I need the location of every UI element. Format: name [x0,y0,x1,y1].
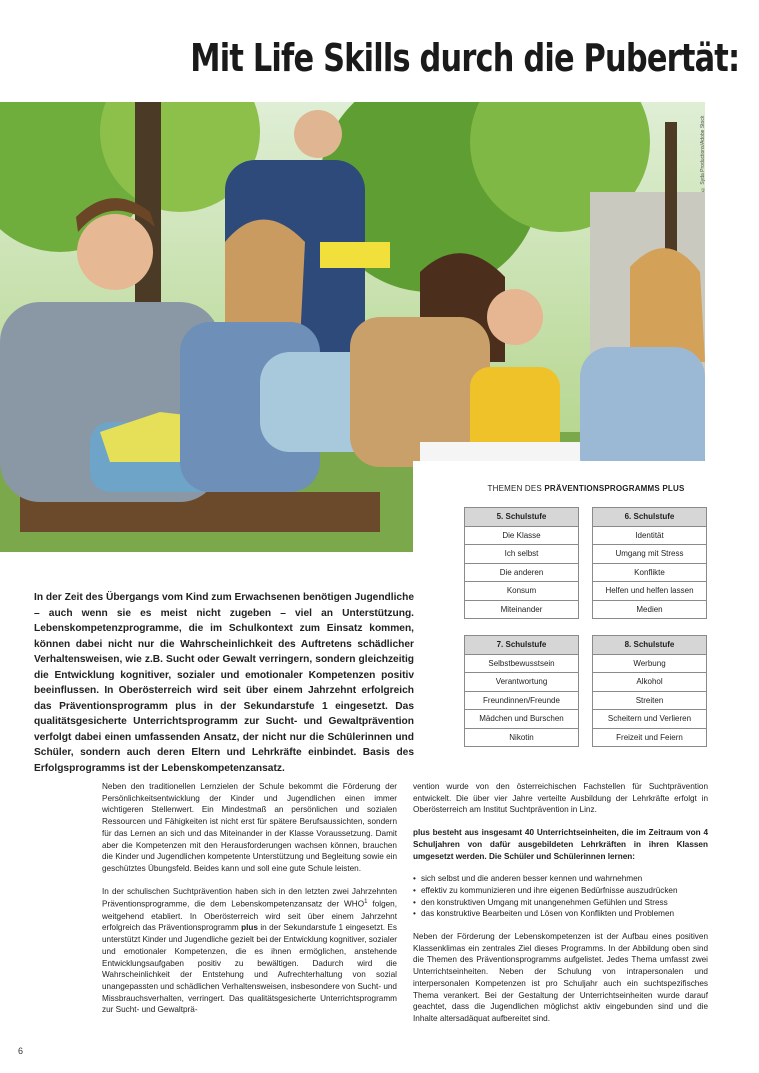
theme-grid-5 [464,507,579,619]
text-run: In der schulischen Suchtprävention haben sich in den letzten zwei Jahrzehnten Präventionsprogramme, die dem Lebenskompetenzansatz der WHO [102,886,397,910]
page-title: Mit Life Skills durch die Pubertät: [189,36,739,80]
grid-item: Alkohol [593,673,706,692]
paragraph: Neben den traditionellen Lernzielen der Schule bekommt die Förderung der Persönlichkeitsentwicklung der Kinder und Jugendlichen einen immer wichtigeren Stellenwert. Ein Mindestmaß an persönlichen und sozialen Ressourcen und Fähigkeiten ist nicht erst für spätere Berufsaussichten, sondern für das Lernen an sich und das Miteinander in der Klasse Voraussetzung. Damit aber die Kompetenzen mit den Herausforderungen wachsen können, brauchen die Kinder und Jugendlichen kompetente Unterstützung und Begleitung sowie ein geschütztes Übungsfeld. Beides kann und soll eine gute Schule leisten. [102,782,397,873]
grid-item: Konsum [465,582,578,601]
themes-heading-prefix: THEMEN DES [487,484,545,493]
grid-title: 8. Schulstufe [593,636,706,655]
grid-title: 5. Schulstufe [465,508,578,527]
grid-title: 6. Schulstufe [593,508,706,527]
theme-grid-8 [592,635,707,747]
grid-item: Verantwortung [465,673,578,692]
grid-item: Streiten [593,692,706,711]
list-item: • effektiv zu kommunizieren und ihre eigenen Bedürfnisse auszudrücken [413,885,708,897]
paragraph [102,886,397,1016]
list-item: • sich selbst und die anderen besser kennen und wahrnehmen [413,873,708,885]
list-item: • den konstruktiven Umgang mit unangenehmen Gefühlen und Stress [413,897,708,909]
grid-title: 7. Schulstufe [465,636,578,655]
themes-heading-bold: PRÄVENTIONSPROGRAMMS PLUS [544,484,685,493]
grid-item: Freundinnen/Freunde [465,692,578,711]
grid-item: Selbstbewusstsein [465,655,578,674]
grid-item: Medien [636,604,663,614]
grid-item: Konflikte [593,564,706,583]
program-name: plus [241,923,258,933]
grid-item: Umgang mit Stress [593,545,706,564]
footnote-mark: 1 [364,899,368,906]
grid-item: Miteinander [500,604,543,614]
theme-grid-6 [592,507,707,619]
paragraph: Neben der Förderung der Lebenskompetenzen ist der Aufbau eines positiven Klassenklimas ein zentrales Ziel dieses Programms. In der Abbildung oben sind die Themen des Präventionsprogramms aufgelistet. Jedes Thema umfasst zwei Unterrichtseinheiten. Neben der Schulung von intrapersonalen und interpersonalen Kompetenzen ist pro Schuljahr auch ein suchtspezifisches Thema verankert. Bei der Gestaltung der Unterrichtseinheiten wurde darauf geachtet, dass die Jugendlichen möglichst aktiv eingebunden sind und die Inhalte altersadäquat aufbereitet sind. [413,932,708,1023]
text-run: folgen, weitgehend etabliert. In Oberösterreich wird seit über einem Jahrzehnt erfolgreich das Präventionsprogramm [102,900,397,933]
right-column [413,781,708,1036]
grid-item: Nikotin [509,732,534,742]
grid-item: Die anderen [465,564,578,583]
list-item: • das konstruktive Bearbeiten und Lösen von Konflikten und Problemen [413,908,708,920]
grid-item: Helfen und helfen lassen [593,582,706,601]
grid-item: Identität [593,527,706,546]
paragraph-bold: plus besteht aus insgesamt 40 Unterrichtseinheiten, die im Zeitraum von 4 Schuljahren von dafür ausgebildeten Lehrkräften in ihren Klassen umgesetzt werden. Die Schüler und Schülerinnen lernen: [413,828,708,861]
paragraph: vention wurde von den österreichischen Fachstellen für Suchtprävention entwickelt. Die über vier Jahre verteilte Ausbildung der Lehrkräfte erfolgt in Oberösterreich am Institut Suchtprävention in Linz. [413,782,708,815]
grid-item: Scheitern und Verlieren [593,710,706,729]
learning-list [413,873,708,920]
text-run: in der Sekundarstufe 1 eingesetzt. Es unterstützt Kinder und Jugendliche gezielt bei der Entwicklung kognitiver, sozialer und emotionaler Kompetenzen, die es ihnen ermöglichen, anstehende Entwicklungsaufgaben positiv zu bewältigen. Dadurch wird die Wahrscheinlichkeit der Entstehung und Aufrechterhaltung von sozial unangepassten und schädlichen Verhaltensweisen, insbesondere von Sucht- und Missbrauchsverhalten, verringert. Das qualitätsgesicherte Unterrichtsprogramm zur Sucht- und Gewaltprä- [102,923,397,1015]
grid-item: Werbung [593,655,706,674]
grid-item: Mädchen und Burschen [465,710,578,729]
intro-paragraph: In der Zeit des Übergangs vom Kind zum Erwachsenen benötigen Jugendliche – auch wenn sie es meist nicht zugeben – viel an Unterstützung. Lebenskompetenzprogramme, die im Schulkontext zum Einsatz kommen, können dabei nicht nur die Wahrscheinlichkeit des Auftretens schädlicher Verhaltensweisen, wie z.B. Sucht oder Gewalt verringern, sondern gleichzeitig die Entwicklung kognitiver, sozialer und emotionaler Kompetenzen positiv beeinflussen. In Oberösterreich wird seit über einem Jahrzehnt erfolgreich das Präventionsprogramm plus in der Sekundarstufe 1 eingesetzt. Das qualitätsgesicherte Unterrichtsprogramm zur Sucht- und Gewaltprävention verfolgt dabei einen umfassenden Ansatz, der nicht nur die Schülerinnen und Schüler, sondern auch deren Eltern und Lehrkräfte einbindet. Basis des Erfolgsprogramms ist der Lebenskompetenzansatz. [34,592,414,774]
grid-item: Die Klasse [465,527,578,546]
grid-item: Freizeit und Feiern [616,732,683,742]
left-column [102,781,397,1027]
page-number: 6 [18,1046,24,1056]
photo-credit: © Syda Productions/Adobe Stock [700,115,706,192]
grid-item: Ich selbst [465,545,578,564]
themes-heading [466,484,706,493]
theme-grid-7 [464,635,579,747]
